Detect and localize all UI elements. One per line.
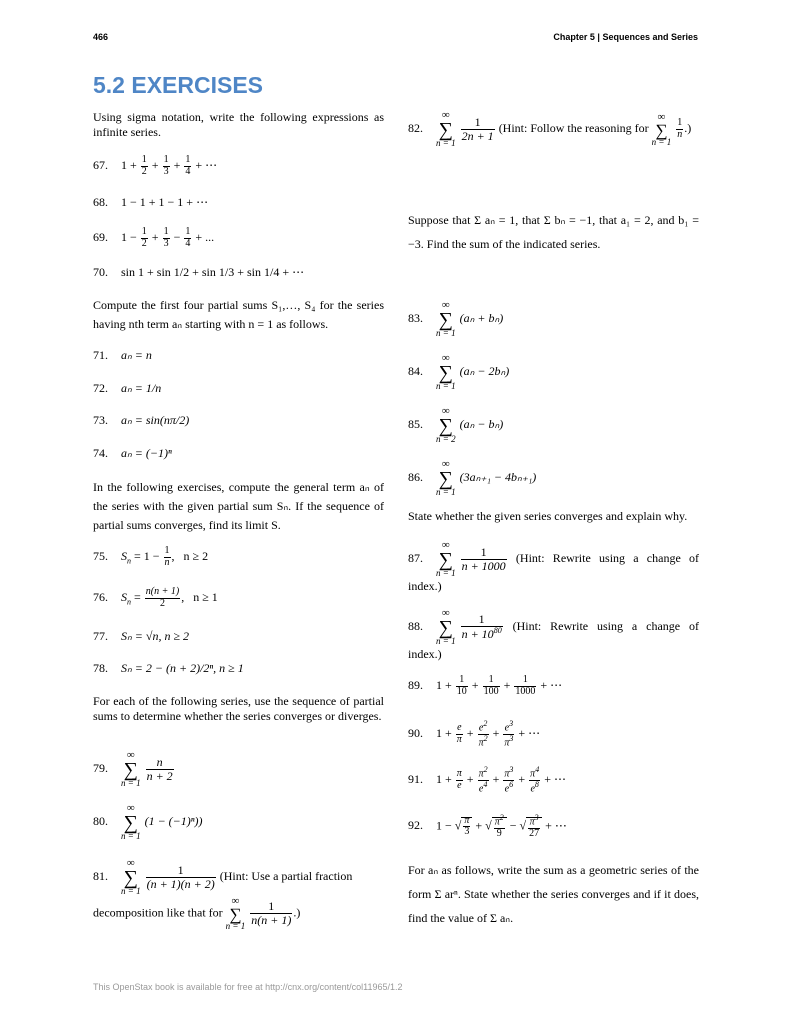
exercise-92: 92. 1 − √ $\frac{\pi}{3}$ + √ $\frac{\pi^2}{9}$ − √ $\frac{\pi^3}{27}$ + ⋯ bbox=[408, 813, 567, 839]
page-number: 466 bbox=[93, 32, 109, 42]
exercise-80: 80. ∞ ∑ n = 1 (1 − (−1)ⁿ)) bbox=[93, 802, 203, 841]
exercise-74: 74. aₙ = (−1)ⁿ bbox=[93, 446, 172, 460]
footer-credit: This OpenStax book is available for free at http://cnx.org/content/col11965/1.2 bbox=[93, 982, 403, 992]
exercise-89: 89. 1 + $\frac{1}{10}$ + $\frac{1}{100}$ + $\frac{1}{1000}$ + ⋯ bbox=[408, 674, 563, 697]
exercise-90: 90. 1 + $\frac{e}{\pi}$ + $\frac{e^2}{\pi^2}$ + $\frac{e^3}{\pi^3}$ + ⋯ bbox=[408, 719, 541, 749]
exercise-76: 76. $S_n$ = $\frac{n(n + 1)}{2}$ , n ≥ 1 bbox=[93, 586, 218, 609]
instructions-state: State whether the given series converges and explain why. bbox=[408, 509, 688, 523]
exercise-84: 84. ∞ ∑ n = 1 (aₙ − 2bₙ) bbox=[408, 352, 510, 391]
instructions-sigma: Using sigma notation, write the following expressions as infinite series. bbox=[93, 110, 384, 139]
exercise-83: 83. ∞ ∑ n = 1 (aₙ + bₙ) bbox=[408, 299, 504, 338]
exercise-79: 79. ∞ ∑ n = 1 $\frac{n}{n + 2}$ bbox=[93, 749, 173, 788]
instructions-general-term: In the following exercises, compute the general term aₙ of the series with the given partial sum Sₙ. If the sequence of partial sums converges, find its limit S. bbox=[93, 480, 384, 532]
exercise-85: 85. ∞ ∑ n = 2 (aₙ − bₙ) bbox=[408, 405, 504, 444]
exercise-71: 71. aₙ = n bbox=[93, 348, 152, 362]
exercise-88: 88. ∞ ∑ n = 1 $\frac{1}{n + 10^{80}}$ (Hint: Rewrite using a change of index.) bbox=[408, 607, 699, 661]
instructions-geometric: For aₙ as follows, write the sum as a geometric series of the form Σ arⁿ. State whether the series converges and if it does, find the value of Σ aₙ. bbox=[408, 863, 699, 925]
right-column bbox=[408, 110, 699, 950]
instructions-suppose: Suppose that Σ aₙ = 1, that Σ bₙ = −1, that a₁ = 2, and b₁ = −3. Find the sum of the indicated series. bbox=[408, 213, 699, 251]
exercise-87: 87. ∞ ∑ n = 1 $\frac{1}{n + 1000}$ (Hint: Rewrite using a change of index.) bbox=[408, 539, 699, 593]
exercise-82: 82. ∞ ∑ n = 1 $\frac{1}{2n + 1}$ (Hint: Follow the reasoning for ∞ ∑ n = 1 $\frac{1}{n}$ .) bbox=[408, 109, 692, 148]
exercise-69: 69. 1 − $\frac{1}{2}$ + $\frac{1}{3}$ − $\frac{1}{4}$ + ... bbox=[93, 226, 215, 249]
exercise-91: 91. 1 + $\frac{\pi}{e}$ + $\frac{\pi^2}{e^4}$ + $\frac{\pi^3}{e^6}$ + $\frac{\pi^4}{e^8}$ + ⋯ bbox=[408, 765, 566, 795]
instructions-partial-sums: Compute the first four partial sums S₁,…, S₄ for the series having nth term aₙ starting with n = 1 as follows. bbox=[93, 298, 384, 331]
exercise-72: 72. aₙ = 1/n bbox=[93, 381, 162, 395]
exercise-78: 78. Sₙ = 2 − (n + 2)/2ⁿ, n ≥ 1 bbox=[93, 661, 244, 675]
exercise-77: 77. Sₙ = √n, n ≥ 2 bbox=[93, 629, 190, 643]
exercise-86: 86. ∞ ∑ n = 1 (3aₙ₊₁ − 4bₙ₊₁) bbox=[408, 458, 537, 497]
exercise-67: 67. 1 + $\frac{1}{2}$ + $\frac{1}{3}$ + $\frac{1}{4}$ + ⋯ bbox=[93, 154, 218, 177]
exercise-70: 70. sin 1 + sin 1/2 + sin 1/3 + sin 1/4 + ⋯ bbox=[93, 265, 305, 279]
left-column bbox=[93, 110, 384, 950]
instructions-converge-diverge: For each of the following series, use the sequence of partial sums to determine whether the series converges or diverges. bbox=[93, 694, 384, 723]
section-title: 5.2 EXERCISES bbox=[93, 72, 264, 98]
exercise-68: 68. 1 − 1 + 1 − 1 + ⋯ bbox=[93, 195, 209, 209]
exercise-75: 75. $S_n = 1$ − $\frac{1}{n}$ , n ≥ 2 bbox=[93, 545, 209, 568]
chapter-header: Chapter 5 | Sequences and Series bbox=[553, 32, 698, 42]
exercise-73: 73. aₙ = sin(nπ/2) bbox=[93, 413, 190, 427]
exercise-81: 81. ∞ ∑ n = 1 $\frac{1}{(n + 1)(n + 2)}$ (Hint: Use a partial fraction decomposition like that for ∞ ∑ n = 1 $\frac{1}{n(n + 1)}$ .) bbox=[93, 857, 353, 931]
